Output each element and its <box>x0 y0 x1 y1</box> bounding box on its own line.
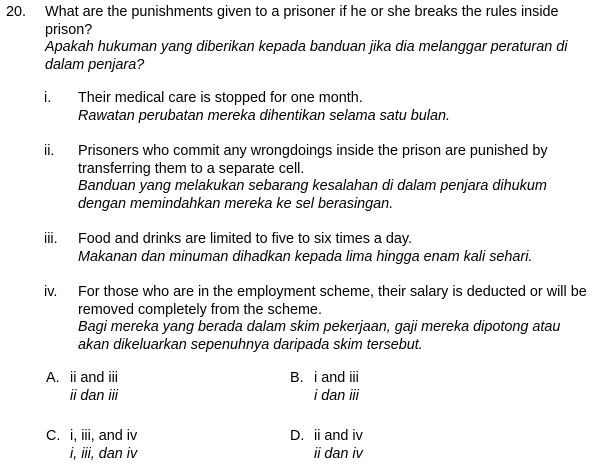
statement-numeral: ii. <box>44 143 55 159</box>
option-text-malay: ii dan iv <box>314 445 363 462</box>
option-a[interactable] <box>46 370 286 405</box>
statement-numeral: i. <box>44 90 52 106</box>
statement-text-english: Prisoners who commit any wrongdoings inside the prison are punished by transferring them to a separate cell. <box>78 143 548 177</box>
statement-text-malay: Banduan yang melakukan sebarang kesalahan di dalam penjara dihukum dengan memindahkan mereka ke sel berasingan. <box>78 178 547 212</box>
option-text-malay: i dan iii <box>314 387 359 404</box>
option-c[interactable] <box>46 428 286 463</box>
statement-text-english: For those who are in the employment scheme, their salary is deducted or will be removed completely from the scheme. <box>78 284 587 318</box>
statement-numeral: iv. <box>44 284 58 300</box>
option-letter: A. <box>46 370 60 386</box>
question-text <box>45 4 588 74</box>
option-b[interactable] <box>290 370 530 405</box>
question-block <box>6 4 588 462</box>
question-number: 20. <box>6 4 27 20</box>
option-d[interactable] <box>290 428 530 463</box>
statement-item-iii <box>6 231 588 266</box>
question-text-english: What are the punishments given to a prisoner if he or she breaks the rules inside prison? <box>45 4 559 38</box>
option-text-english: ii and iii <box>70 370 118 386</box>
option-text-english: i, iii, and iv <box>70 428 138 444</box>
statement-list <box>6 90 588 372</box>
question-text-malay: Apakah hukuman yang diberikan kepada banduan jika dia melanggar peraturan di dalam penjara? <box>45 39 568 73</box>
statement-item-ii <box>6 143 588 213</box>
option-letter: D. <box>290 428 305 444</box>
option-text-malay: i, iii, dan iv <box>70 445 138 462</box>
statement-text-malay: Rawatan perubatan mereka dihentikan selama satu bulan. <box>78 107 450 124</box>
option-letter: C. <box>46 428 61 444</box>
statement-item-iv <box>6 284 588 354</box>
option-text-english: i and iii <box>314 370 359 386</box>
statement-text-malay: Bagi mereka yang berada dalam skim pekerjaan, gaji mereka dipotong atau akan dikeluarkan sepenuhnya daripada skim tersebut. <box>78 319 561 353</box>
option-text-malay: ii dan iii <box>70 387 118 404</box>
statement-numeral: iii. <box>44 231 58 247</box>
option-text-english: ii and iv <box>314 428 363 444</box>
statement-text-english: Food and drinks are limited to five to six times a day. <box>78 231 413 247</box>
statement-text-malay: Makanan dan minuman dihadkan kepada lima hingga enam kali sehari. <box>78 248 533 265</box>
option-letter: B. <box>290 370 304 386</box>
statement-text-english: Their medical care is stopped for one month. <box>78 90 363 106</box>
statement-item-i <box>6 90 588 125</box>
